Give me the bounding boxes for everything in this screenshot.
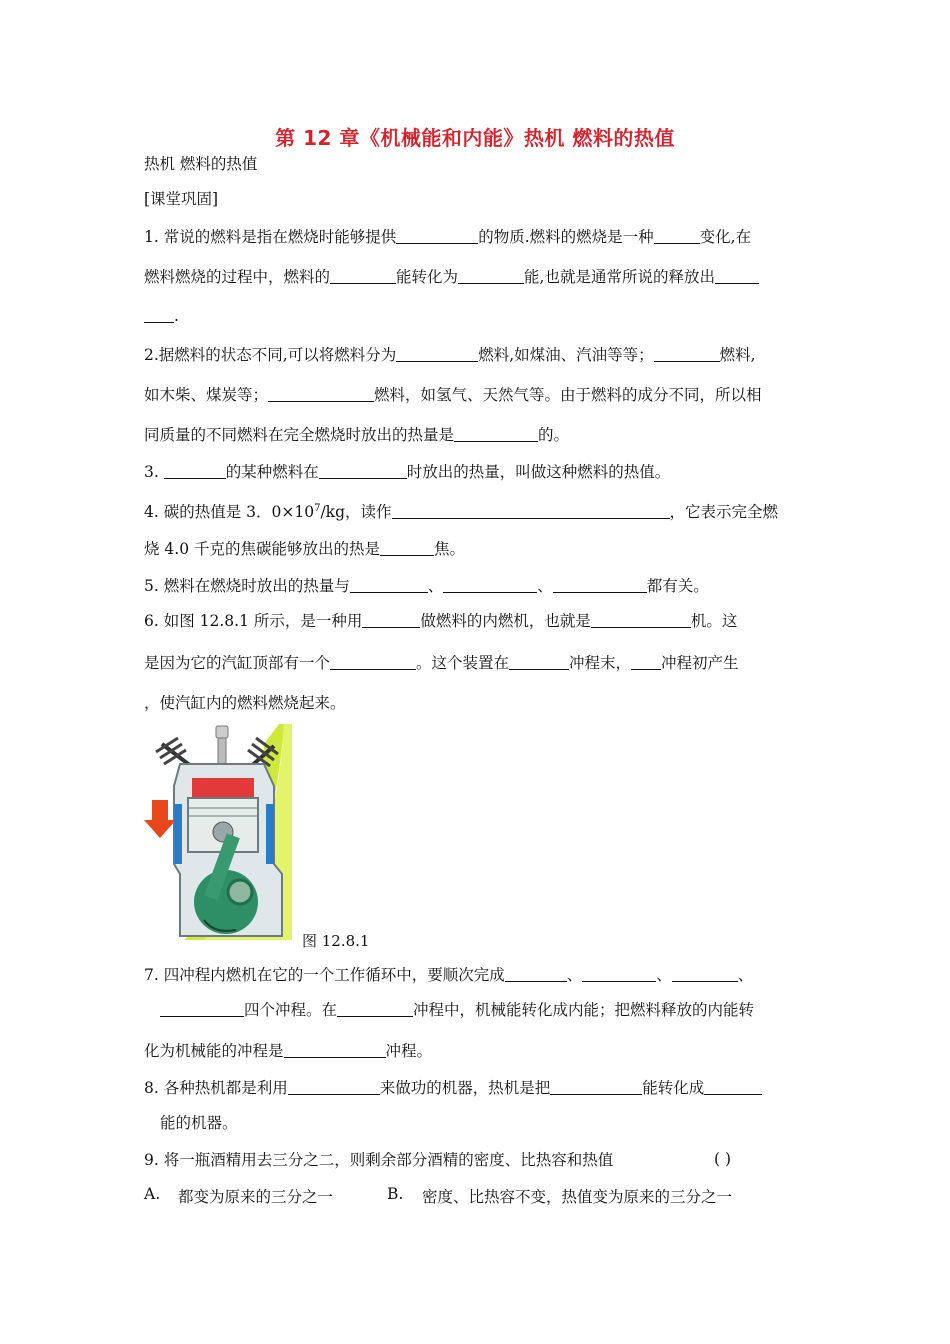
answer-blank[interactable]	[350, 576, 428, 593]
question-7-line-1: 7. 四冲程内燃机在它的一个工作循环中，要顺次完成 、 、 、	[144, 966, 754, 984]
answer-blank[interactable]	[672, 965, 738, 982]
answer-blank[interactable]	[330, 267, 396, 284]
answer-blank[interactable]	[268, 385, 374, 402]
answer-blank[interactable]	[553, 576, 647, 593]
answer-blank[interactable]	[591, 611, 691, 628]
question-2-line-3: 同质量的不同燃料在完全燃烧时放出的热量是 的。	[144, 426, 570, 444]
option-a-text[interactable]: 都变为原来的三分之一	[178, 1188, 334, 1206]
question-8-line-1: 8. 各种热机都是利用 来做功的机器，热机是把 能转化成	[144, 1078, 808, 1098]
option-b-label: B.	[387, 1185, 404, 1203]
question-1-line-3: .	[144, 306, 808, 326]
engine-diagram-figure	[144, 724, 292, 940]
answer-blank[interactable]	[505, 965, 567, 982]
answer-blank[interactable]	[164, 462, 226, 479]
question-3: 3. 的某种燃料在 时放出的热量，叫做这种燃料的热值。	[144, 463, 671, 481]
question-6-line-3: ，使汽缸内的燃料燃烧起来。	[144, 694, 346, 712]
answer-blank[interactable]	[704, 1078, 762, 1095]
question-6-line-2: 是因为它的汽缸顶部有一个 。这个装置在 冲程末， 冲程初产生	[144, 654, 739, 672]
answer-blank[interactable]	[654, 227, 700, 244]
answer-blank[interactable]	[160, 1000, 244, 1017]
question-1-line-1: 1. 常说的燃料是指在燃烧时能够提供 的物质.燃料的燃烧是一种 变化,在	[144, 228, 752, 246]
answer-blank[interactable]	[362, 611, 420, 628]
answer-blank[interactable]	[454, 425, 538, 442]
answer-blank[interactable]	[396, 345, 478, 362]
answer-blank[interactable]	[319, 462, 407, 479]
arrow-down-icon	[144, 800, 176, 838]
question-9-stem: 9. 将一瓶酒精用去三分之二，则剩余部分酒精的密度、比热容和热值	[144, 1151, 614, 1169]
question-2-line-1: 2.据燃料的状态不同,可以将燃料分为 燃料,如煤油、汽油等等； 燃料,	[144, 346, 756, 364]
section-heading: [课堂巩固]	[144, 190, 219, 208]
answer-blank[interactable]	[443, 576, 537, 593]
question-7-line-3: 化为机械能的冲程是 冲程。	[144, 1042, 433, 1060]
answer-blank[interactable]	[337, 1000, 413, 1017]
subtitle: 热机 燃料的热值	[144, 155, 258, 173]
option-a-label: A.	[144, 1185, 161, 1203]
question-4-line-2: 烧 4.0 千克的焦碳能够放出的热是 焦。	[144, 540, 466, 558]
answer-blank[interactable]	[654, 345, 720, 362]
answer-blank[interactable]	[509, 653, 569, 670]
question-7-line-2: 四个冲程。在 冲程中，机械能转化成内能；把燃料释放的内能转	[144, 1000, 808, 1020]
question-1-line-2: 燃料燃烧的过程中，燃料的 能转化为 能,也就是通常所说的释放出	[144, 267, 808, 287]
answer-blank[interactable]	[392, 502, 670, 519]
answer-blank[interactable]	[330, 653, 416, 670]
question-4-line-1: 4. 碳的热值是 3．$0\times 10^7/kg$，读作 ，它表示完全燃	[144, 503, 779, 522]
figure-caption: 图 12.8.1	[302, 932, 370, 950]
question-2-line-2: 如木柴、煤炭等； 燃料，如氢气、天然气等。由于燃料的成分不同，所以相	[144, 386, 762, 404]
question-8-line-2: 能的机器。	[160, 1114, 238, 1132]
option-b-text[interactable]: 密度、比热容不变，热值变为原来的三分之一	[422, 1188, 733, 1206]
answer-blank[interactable]	[284, 1041, 386, 1058]
combustion-chamber-shape	[192, 778, 254, 798]
answer-blank[interactable]	[631, 653, 661, 670]
question-5: 5. 燃料在燃烧时放出的热量与 、 、 都有关。	[144, 577, 709, 595]
answer-blank[interactable]	[550, 1078, 642, 1095]
answer-blank[interactable]	[582, 965, 656, 982]
answer-blank[interactable]	[458, 267, 524, 284]
answer-blank[interactable]	[288, 1078, 380, 1095]
answer-blank[interactable]	[715, 267, 759, 284]
page-title: 第 12 章《机械能和内能》热机 燃料的热值	[275, 126, 675, 150]
question-6-line-1: 6. 如图 12.8.1 所示，是一种用 做燃料的内燃机，也就是 机。这	[144, 612, 738, 630]
answer-blank[interactable]	[144, 306, 174, 323]
answer-blank[interactable]	[380, 539, 434, 556]
answer-blank[interactable]	[396, 227, 478, 244]
answer-parentheses[interactable]: ( )	[714, 1150, 732, 1168]
